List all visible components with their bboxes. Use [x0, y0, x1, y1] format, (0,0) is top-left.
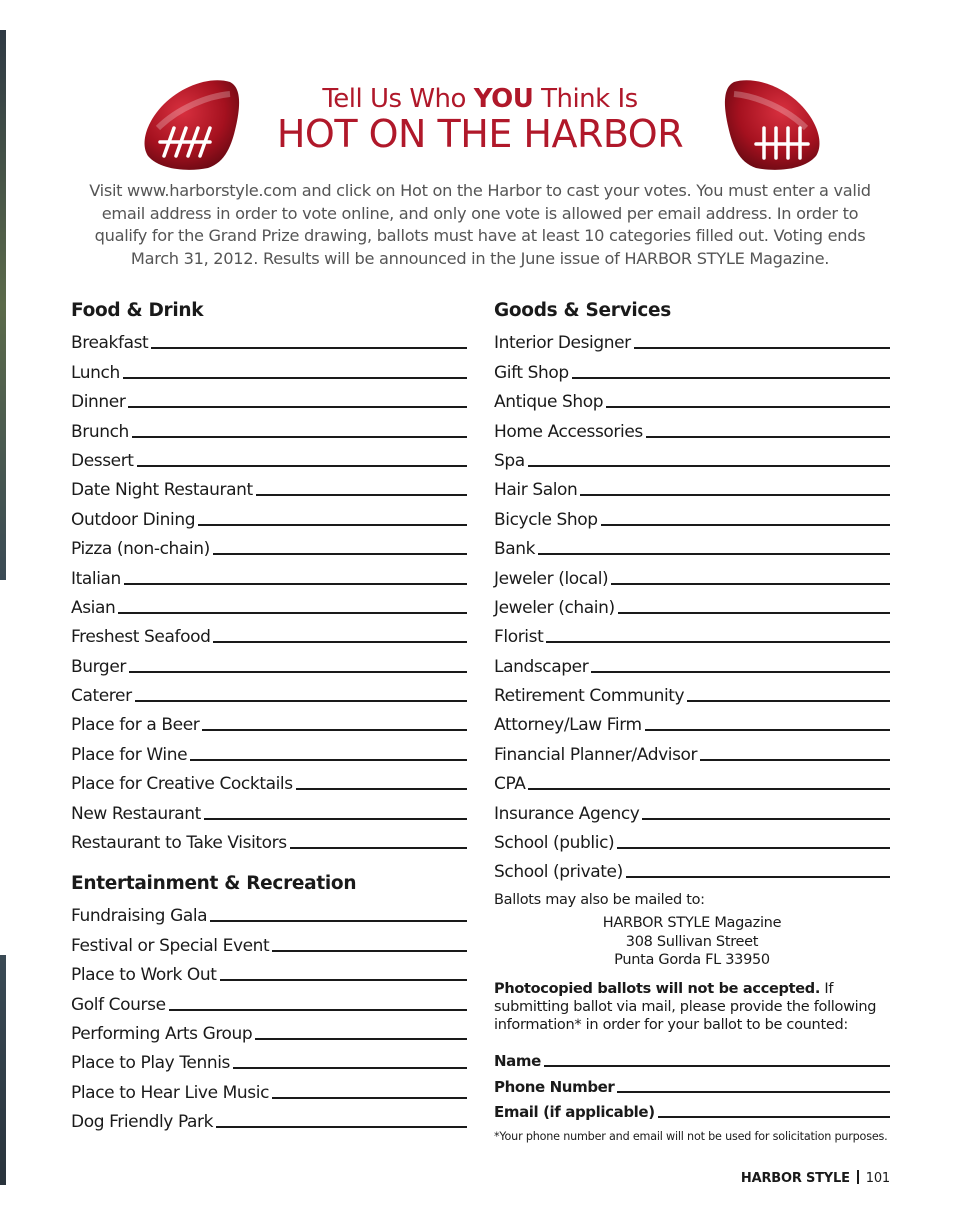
tagline-post: Think Is	[533, 84, 638, 114]
write-in-line[interactable]	[129, 671, 467, 673]
category-label: Outdoor Dining	[71, 509, 196, 530]
ballot-category-row[interactable]	[71, 412, 467, 441]
ballot-category-row[interactable]	[71, 353, 467, 382]
ballot-category-row[interactable]	[71, 442, 467, 471]
write-in-line[interactable]	[617, 1091, 890, 1093]
ballot-category-row[interactable]	[71, 794, 467, 823]
category-label: Fundraising Gala	[71, 906, 208, 927]
write-in-line[interactable]	[204, 818, 467, 820]
write-in-line[interactable]	[132, 436, 467, 438]
write-in-line[interactable]	[213, 641, 467, 643]
photocopy-warning: Photocopied ballots will not be accepted.	[494, 980, 821, 997]
ballot-category-row[interactable]	[494, 412, 890, 441]
write-in-line[interactable]	[617, 847, 890, 849]
write-in-line[interactable]	[135, 700, 467, 702]
ballot-category-row[interactable]	[71, 735, 467, 764]
ballot-category-row[interactable]	[71, 1015, 467, 1044]
category-label: Lunch	[71, 362, 120, 383]
category-label: Antique Shop	[494, 392, 604, 413]
name-field[interactable]	[494, 1046, 890, 1072]
category-label: Place for Creative Cocktails	[71, 774, 293, 795]
ballot-category-row[interactable]	[71, 765, 467, 794]
category-label: Financial Planner/Advisor	[494, 744, 698, 765]
category-label: Place to Work Out	[71, 965, 217, 986]
category-label: Performing Arts Group	[71, 1023, 253, 1044]
write-in-line[interactable]	[124, 583, 467, 585]
category-label: Florist	[494, 627, 544, 648]
write-in-line[interactable]	[618, 612, 890, 614]
section-title-goods: Goods & Services	[494, 300, 671, 321]
section-title-food: Food & Drink	[71, 300, 204, 321]
ballot-category-row[interactable]	[71, 706, 467, 735]
write-in-line[interactable]	[169, 1009, 467, 1011]
write-in-line[interactable]	[634, 347, 890, 349]
ballot-category-row[interactable]	[71, 530, 467, 559]
ballot-category-row[interactable]	[494, 500, 890, 529]
ballot-category-row[interactable]	[494, 618, 890, 647]
write-in-line[interactable]	[544, 1065, 890, 1067]
address-line: Punta Gorda FL 33950	[614, 952, 770, 969]
category-label: Dog Friendly Park	[71, 1112, 214, 1133]
ballot-category-row[interactable]	[71, 500, 467, 529]
left-column	[71, 298, 467, 1132]
write-in-line[interactable]	[601, 524, 890, 526]
ballot-category-row[interactable]	[494, 559, 890, 588]
page-footer	[741, 1170, 890, 1186]
write-in-line[interactable]	[216, 1126, 467, 1128]
photocopy-instructions: If submitting ballot via mail, please provide the following information* in order for your ballot to be counted:	[494, 980, 877, 1033]
category-label: Place to Hear Live Music	[71, 1082, 270, 1103]
category-label: Bicycle Shop	[494, 509, 598, 530]
ballot-category-row[interactable]	[71, 383, 467, 412]
ballot-category-row[interactable]	[71, 589, 467, 618]
ballot-category-row[interactable]	[494, 530, 890, 559]
category-label: Interior Designer	[494, 333, 631, 354]
write-in-line[interactable]	[220, 979, 467, 981]
ballot-category-row[interactable]	[71, 1073, 467, 1102]
category-label: Landscaper	[494, 656, 589, 677]
ballot-category-row[interactable]	[71, 1103, 467, 1132]
write-in-line[interactable]	[137, 465, 467, 467]
phone-field[interactable]	[494, 1071, 890, 1097]
page-edge-strip-bottom	[0, 955, 6, 1185]
category-label: Insurance Agency	[494, 803, 640, 824]
write-in-line[interactable]	[700, 759, 890, 761]
mail-note: Ballots may also be mailed to:	[494, 892, 705, 909]
write-in-line[interactable]	[190, 759, 467, 761]
write-in-line[interactable]	[123, 377, 467, 379]
ballot-category-row[interactable]	[494, 353, 890, 382]
category-label: Date Night Restaurant	[71, 480, 253, 501]
ballot-category-row[interactable]	[71, 559, 467, 588]
category-label: Festival or Special Event	[71, 935, 270, 956]
header	[0, 78, 960, 178]
category-label: Hair Salon	[494, 480, 578, 501]
write-in-line[interactable]	[591, 671, 890, 673]
ballot-category-row[interactable]	[494, 442, 890, 471]
category-label: Retirement Community	[494, 686, 685, 707]
page-title: HOT ON THE HARBOR	[276, 112, 684, 156]
category-label: Bank	[494, 539, 536, 560]
contact-info	[494, 1046, 890, 1123]
write-in-line[interactable]	[646, 436, 890, 438]
category-label: Jeweler (local)	[494, 568, 609, 589]
ballot-category-row[interactable]	[494, 824, 890, 853]
write-in-line[interactable]	[210, 920, 467, 922]
write-in-line[interactable]	[658, 1116, 890, 1118]
category-label: Asian	[71, 597, 116, 618]
write-in-line[interactable]	[290, 847, 467, 849]
ballot-category-row[interactable]	[71, 324, 467, 353]
category-label: CPA	[494, 774, 526, 795]
ballot-category-row[interactable]	[494, 677, 890, 706]
ballot-category-row[interactable]	[71, 926, 467, 955]
write-in-line[interactable]	[546, 641, 890, 643]
write-in-line[interactable]	[272, 950, 467, 952]
write-in-line[interactable]	[296, 788, 467, 790]
write-in-line[interactable]	[642, 818, 890, 820]
write-in-line[interactable]	[611, 583, 890, 585]
ballot-category-row[interactable]	[494, 735, 890, 764]
write-in-line[interactable]	[580, 494, 890, 496]
category-label: Place for Wine	[71, 744, 188, 765]
ballot-category-row[interactable]	[494, 589, 890, 618]
category-label: Dinner	[71, 392, 126, 413]
write-in-line[interactable]	[118, 612, 467, 614]
ballot-category-row[interactable]	[71, 471, 467, 500]
field-label: Email (if applicable)	[494, 1103, 655, 1122]
goods-category-list	[494, 324, 890, 882]
write-in-line[interactable]	[233, 1067, 467, 1069]
write-in-line[interactable]	[272, 1097, 467, 1099]
section-title-entertainment: Entertainment & Recreation	[71, 873, 357, 895]
mail-address	[494, 914, 890, 970]
ballot-category-row[interactable]	[71, 677, 467, 706]
right-column	[494, 298, 890, 1143]
category-label: Home Accessories	[494, 421, 643, 442]
ballot-category-row[interactable]	[71, 824, 467, 853]
ballot-category-row[interactable]	[494, 324, 890, 353]
field-label: Phone Number	[494, 1077, 615, 1096]
category-label: Spa	[494, 450, 525, 471]
category-label: Dessert	[71, 450, 134, 471]
category-label: School (public)	[494, 833, 615, 854]
ballot-category-row[interactable]	[71, 1044, 467, 1073]
write-in-line[interactable]	[213, 553, 467, 555]
intro-paragraph: Visit www.harborstyle.com and click on Hot on the Harbor to cast your votes. You must enter a valid email address in order to vote online, and only one vote is allowed per email address. In order to qualify for the Grand Prize drawing, ballots must have at least 10 categories filled out. Voting ends March 31, 2012. Results will be announced in the June issue of HARBOR STYLE Magazine.	[89, 181, 871, 268]
address-line: 308 Sullivan Street	[625, 933, 759, 950]
category-label: Italian	[71, 568, 121, 589]
field-label: Name	[494, 1052, 541, 1071]
category-label: Jeweler (chain)	[494, 597, 615, 618]
category-label: Gift Shop	[494, 362, 569, 383]
ballot-category-row[interactable]	[71, 897, 467, 926]
ballot-category-row[interactable]	[494, 647, 890, 676]
page-number: 101	[865, 1171, 890, 1186]
write-in-line[interactable]	[687, 700, 890, 702]
ballot-category-row[interactable]	[494, 794, 890, 823]
category-label: Brunch	[71, 421, 129, 442]
write-in-line[interactable]	[606, 406, 890, 408]
tagline-bold: YOU	[473, 84, 534, 114]
write-in-line[interactable]	[626, 876, 890, 878]
tagline-pre: Tell Us Who	[322, 84, 474, 114]
write-in-line[interactable]	[572, 377, 890, 379]
write-in-line[interactable]	[151, 347, 467, 349]
category-label: Pizza (non-chain)	[71, 539, 210, 560]
write-in-line[interactable]	[528, 465, 890, 467]
ballot-category-row[interactable]	[494, 383, 890, 412]
category-label: Restaurant to Take Visitors	[71, 833, 287, 854]
write-in-line[interactable]	[128, 406, 467, 408]
ballot-category-row[interactable]	[494, 706, 890, 735]
harbor-logo-right-icon	[722, 78, 826, 170]
food-category-list	[71, 324, 467, 853]
address-line: HARBOR STYLE Magazine	[602, 915, 782, 932]
category-label: Breakfast	[71, 333, 149, 354]
category-label: Golf Course	[71, 994, 166, 1015]
write-in-line[interactable]	[255, 1038, 467, 1040]
category-label: School (private)	[494, 862, 623, 883]
ballot-category-row[interactable]	[71, 647, 467, 676]
category-label: New Restaurant	[71, 803, 201, 824]
photocopy-notice	[494, 980, 890, 1034]
ballot-category-row[interactable]	[71, 956, 467, 985]
ballot-category-row[interactable]	[494, 853, 890, 882]
write-in-line[interactable]	[202, 729, 467, 731]
category-label: Attorney/Law Firm	[494, 715, 642, 736]
footer-brand: HARBOR STYLE	[740, 1171, 850, 1186]
write-in-line[interactable]	[198, 524, 467, 526]
ballot-category-row[interactable]	[71, 985, 467, 1014]
category-label: Burger	[71, 656, 126, 677]
footer-divider	[857, 1170, 859, 1184]
ballot-category-row[interactable]	[71, 618, 467, 647]
write-in-line[interactable]	[256, 494, 467, 496]
write-in-line[interactable]	[538, 553, 890, 555]
entertainment-category-list	[71, 897, 467, 1132]
email-field[interactable]	[494, 1097, 890, 1123]
category-label: Caterer	[71, 686, 132, 707]
write-in-line[interactable]	[645, 729, 890, 731]
footnote: *Your phone number and email will not be used for solicitation purposes.	[494, 1130, 888, 1144]
ballot-category-row[interactable]	[494, 765, 890, 794]
category-label: Place for a Beer	[71, 715, 200, 736]
category-label: Place to Play Tennis	[71, 1053, 231, 1074]
ballot-category-row[interactable]	[494, 471, 890, 500]
category-label: Freshest Seafood	[71, 627, 211, 648]
write-in-line[interactable]	[528, 788, 890, 790]
